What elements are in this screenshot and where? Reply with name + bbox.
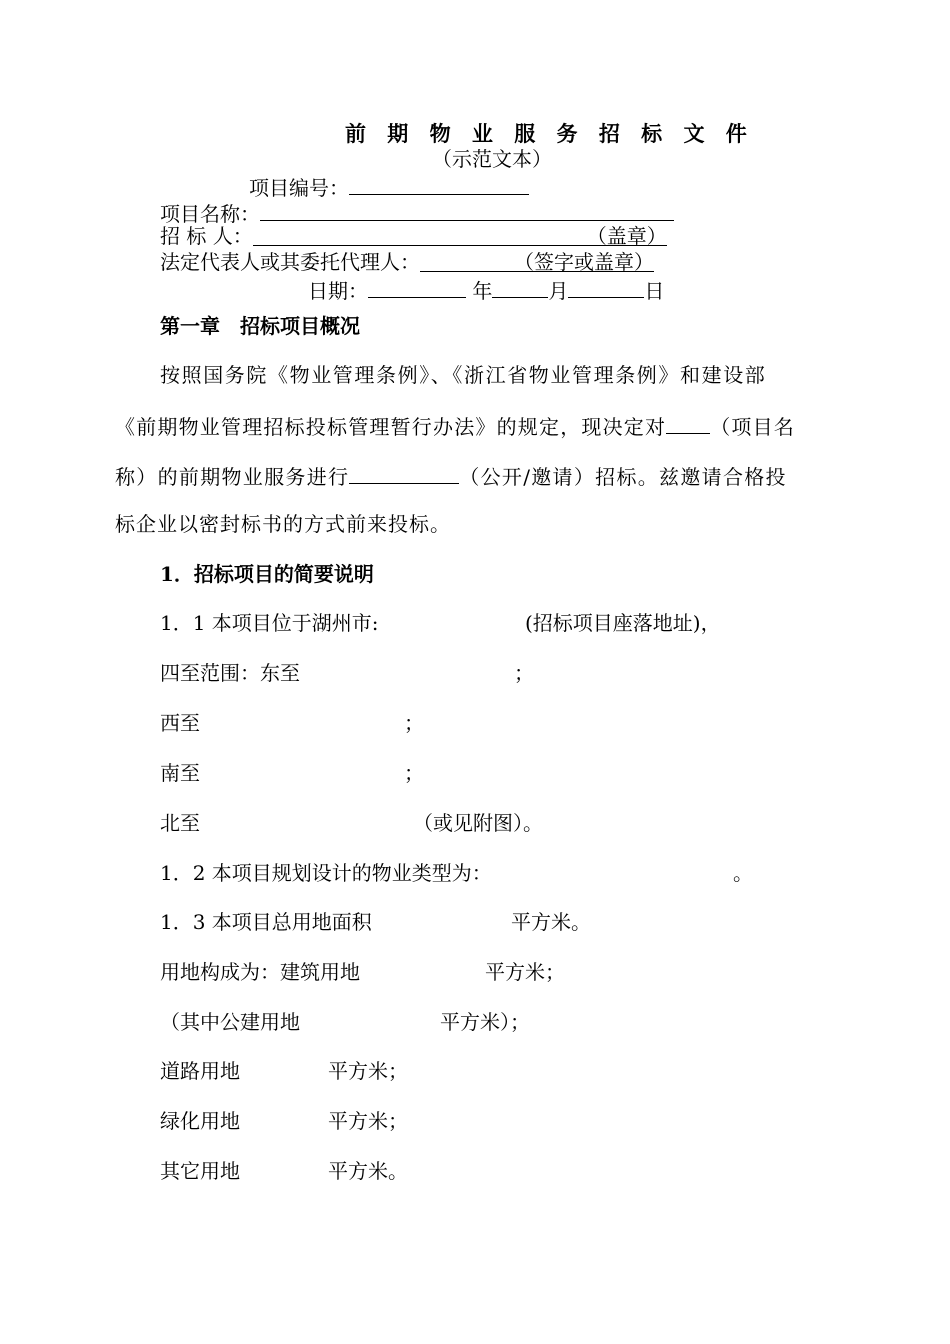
item-1-1-label: 1．1 本项目位于湖州市: — [160, 611, 379, 635]
intro-line-1: 按照国务院《物业管理条例》、《浙江省物业管理条例》和建设部 — [160, 363, 767, 387]
road-land-unit: 平方米； — [328, 1059, 408, 1083]
chapter-heading: 第一章 招标项目概况 — [160, 314, 360, 338]
project-name-inline-blank[interactable] — [666, 411, 710, 434]
document-title: 前 期 物 业 服 务 招 标 文 件 — [345, 121, 754, 146]
date-day-label: 日 — [644, 279, 665, 303]
intro-line-2-text: 《前期物业管理招标投标管理暂行办法》的规定，现决定对 — [115, 415, 667, 439]
date-year-blank[interactable] — [368, 275, 466, 298]
bounds-west-label: 西至 — [160, 711, 200, 735]
bounds-east-end: ； — [514, 661, 534, 685]
legal-rep-label: 法定代表人或其委托代理人： — [160, 250, 420, 274]
intro-line-3-end: （公开/邀请）招标。兹邀请合格投 — [459, 465, 787, 489]
project-no-label: 项目编号： — [249, 176, 349, 200]
project-no-blank[interactable] — [349, 172, 529, 195]
project-no-row — [249, 172, 529, 201]
legal-rep-row — [160, 249, 654, 275]
project-name-label: 项目名称： — [160, 202, 260, 226]
legal-rep-blank[interactable] — [420, 249, 654, 272]
bounds-north-label: 北至 — [160, 811, 200, 835]
bounds-south-label: 南至 — [160, 761, 200, 785]
project-name-blank[interactable] — [260, 198, 674, 221]
bounds-east-label: 四至范围：东至 — [160, 661, 300, 685]
document-subtitle: （示范文本） — [432, 147, 552, 171]
bounds-south-end: ； — [404, 761, 424, 785]
date-label: 日期： — [308, 279, 368, 303]
intro-line-2 — [115, 411, 795, 440]
intro-line-4: 标企业以密封标书的方式前来投标。 — [115, 512, 451, 536]
legal-rep-note: （签字或盖章） — [514, 250, 654, 274]
tender-mode-blank[interactable] — [349, 461, 459, 484]
item-1-3-unit: 平方米。 — [511, 910, 591, 934]
tenderer-blank[interactable] — [253, 223, 667, 246]
road-land-label: 道路用地 — [160, 1059, 240, 1083]
date-month-label: 月 — [548, 279, 569, 303]
item-1-3-label: 1．3 本项目总用地面积 — [160, 910, 372, 934]
tenderer-note: （盖章） — [586, 224, 667, 248]
bounds-west-end: ； — [404, 711, 424, 735]
intro-line-3 — [115, 461, 787, 490]
public-building-unit: 平方米）； — [440, 1010, 530, 1034]
item-1-1-note: (招标项目座落地址)， — [525, 611, 721, 635]
bounds-north-note: （或见附图）。 — [413, 811, 543, 835]
intro-line-2-end: （项目名 — [710, 415, 796, 439]
other-land-label: 其它用地 — [160, 1159, 240, 1183]
land-composition-unit: 平方米； — [485, 960, 565, 984]
item-1-2-end: 。 — [733, 861, 753, 885]
date-month-blank[interactable] — [492, 275, 548, 298]
date-row — [308, 275, 664, 304]
public-building-label: （其中公建用地 — [160, 1010, 300, 1034]
green-land-unit: 平方米； — [328, 1109, 408, 1133]
date-year-label: 年 — [472, 279, 493, 303]
tenderer-label: 招 标 人： — [160, 224, 253, 248]
intro-line-3-text: 称）的前期物业服务进行 — [115, 465, 350, 489]
tenderer-row — [160, 223, 667, 249]
item-1-2-label: 1．2 本项目规划设计的物业类型为： — [160, 861, 492, 885]
date-day-blank[interactable] — [568, 275, 644, 298]
land-composition-label: 用地构成为：建筑用地 — [160, 960, 360, 984]
green-land-label: 绿化用地 — [160, 1109, 240, 1133]
section-1-heading: 1．招标项目的简要说明 — [160, 562, 374, 586]
other-land-unit: 平方米。 — [328, 1159, 408, 1183]
